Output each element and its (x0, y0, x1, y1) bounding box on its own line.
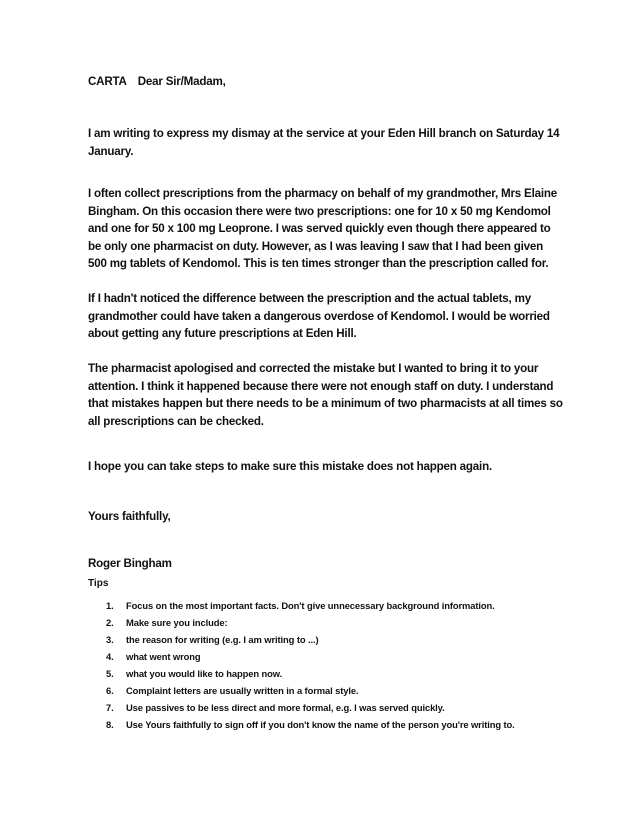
tip-item (106, 667, 576, 684)
tip-number: 1. (106, 600, 114, 611)
closing: Yours faithfully, (88, 510, 171, 523)
tips-title: Tips (88, 578, 109, 589)
heading-label: CARTA (88, 75, 127, 88)
paragraph-request: The pharmacist apologised and corrected the mistake but I wanted to bring it to your attention. I think it happened because there were not enough staff on duty. I understand that mistakes happen but there needs to be a minimum of two pharmacists at all times so all prescriptions can be checked. (88, 362, 563, 428)
tip-item (106, 718, 576, 735)
tip-text: Focus on the most important facts. Don't give unnecessary background information. (126, 600, 495, 611)
paragraph-incident: I often collect prescriptions from the pharmacy on behalf of my grandmother, Mrs Elaine Bingham. On this occasion there were two prescriptions: one for 10 x 50 mg Kendomol and one for 50 x 100 mg Leoprone. I was served quickly even though there appeared to be only one pharmacist on duty. However, as I was leaving I saw that I had been given 500 mg tablets of Kendomol. This is ten times stronger than the prescription called for. (88, 187, 557, 271)
tip-number: 8. (106, 719, 114, 730)
tip-text: Use passives to be less direct and more formal, e.g. I was served quickly. (126, 702, 445, 713)
tip-text: Complaint letters are usually written in a formal style. (126, 685, 359, 696)
tip-text: what went wrong (126, 651, 201, 662)
paragraph-intro: I am writing to express my dismay at the service at your Eden Hill branch on Saturday 14 January. (88, 127, 560, 158)
tip-number: 5. (106, 668, 114, 679)
tip-number: 4. (106, 651, 114, 662)
tips-list (106, 599, 576, 735)
salutation: Dear Sir/Madam, (137, 75, 226, 88)
signature: Roger Bingham (88, 557, 172, 570)
tip-item (106, 633, 576, 650)
tip-item (106, 684, 576, 701)
paragraph-consequence: If I hadn't noticed the difference between the prescription and the actual tablets, my grandmother could have taken a dangerous overdose of Kendomol. I would be worried about getting any future prescriptions at Eden Hill. (88, 292, 550, 341)
tip-text: the reason for writing (e.g. I am writing to ...) (126, 634, 319, 645)
tip-number: 6. (106, 685, 114, 696)
letter-heading (88, 73, 563, 91)
tip-item (106, 599, 576, 616)
tip-number: 2. (106, 617, 114, 628)
tip-item (106, 616, 576, 633)
paragraph-hope: I hope you can take steps to make sure this mistake does not happen again. (88, 460, 492, 473)
tip-item (106, 701, 576, 718)
tip-number: 7. (106, 702, 114, 713)
tip-number: 3. (106, 634, 114, 645)
tip-text: what you would like to happen now. (126, 668, 283, 679)
tip-text: Make sure you include: (126, 617, 228, 628)
tip-item (106, 650, 576, 667)
tip-text: Use Yours faithfully to sign off if you don't know the name of the person you're writing to. (126, 719, 515, 730)
